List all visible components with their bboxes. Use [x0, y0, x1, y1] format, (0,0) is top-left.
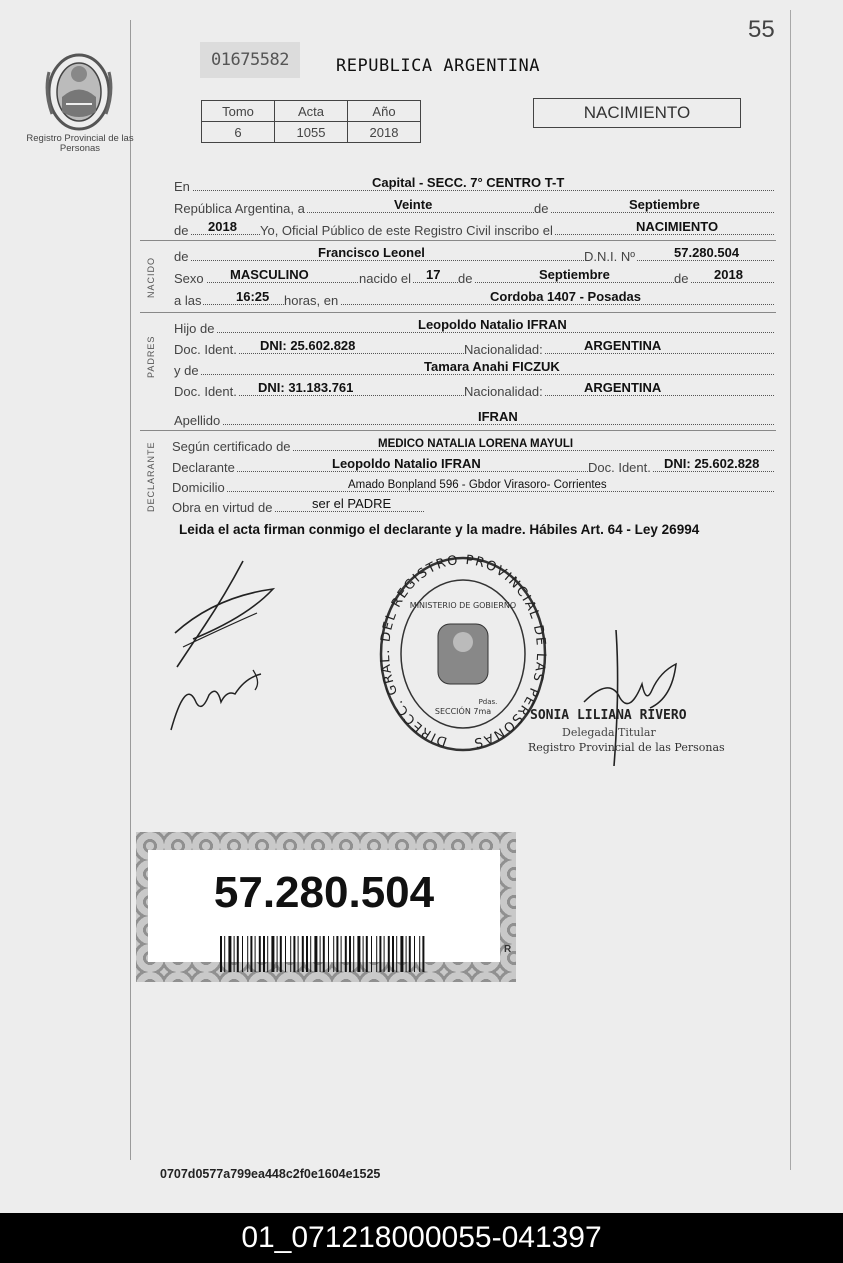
barcode-bar: [298, 936, 299, 972]
father-nationality: ARGENTINA: [584, 338, 662, 353]
horas-label: horas, en: [284, 293, 339, 308]
inscribo-value: NACIMIENTO: [636, 219, 719, 234]
left-margin-line: [130, 20, 131, 1160]
de-label-b: de: [174, 223, 189, 238]
declarante-signature: [165, 555, 280, 670]
domicilio-label: Domicilio: [172, 480, 225, 495]
barcode-bar: [392, 936, 394, 972]
barcode-bar: [357, 936, 360, 972]
barcode-bar: [363, 936, 364, 972]
row-declarante: [174, 457, 774, 475]
en-value: Capital - SECC. 7° CENTRO T-T: [372, 175, 565, 190]
barcode-bar: [314, 936, 317, 972]
row-obra: [174, 497, 774, 515]
obra-label: Obra en virtud de: [172, 500, 273, 515]
barcode-bar: [234, 936, 235, 972]
apellido-value: IFRAN: [478, 409, 518, 424]
row-cert: [174, 436, 774, 454]
declarante-label: Declarante: [172, 460, 235, 475]
official-registry: Registro Provincial de las Personas: [528, 741, 725, 754]
tomo-acta-anio-table: [201, 100, 421, 143]
seal-inner-text: MINISTERIO DE GOBIERNO: [409, 601, 517, 610]
row-domicilio: [174, 477, 774, 495]
mother-doc: DNI: 31.183.761: [258, 380, 354, 395]
father-name: Leopoldo Natalio IFRAN: [418, 317, 567, 332]
birth-year: 2018: [714, 267, 743, 282]
row-republica: [174, 198, 774, 216]
barcode-mark: R: [504, 944, 512, 955]
seal-city-text: Pdas.: [478, 698, 498, 706]
en-label: En: [174, 179, 190, 194]
barcode-bar: [422, 936, 424, 972]
barcode-bar: [333, 936, 334, 972]
de-label-a: de: [534, 201, 549, 216]
barcode-bar: [267, 936, 268, 972]
barcode-bar: [409, 936, 411, 972]
barcode-bar: [271, 936, 274, 972]
registry-label: Registro Provincial de las Personas: [26, 133, 134, 154]
apellido-label: Apellido: [174, 413, 221, 428]
declarante-name: Leopoldo Natalio IFRAN: [332, 456, 481, 471]
barcode-bar: [242, 936, 243, 972]
barcode-bars: [220, 936, 428, 972]
barcode-bar: [250, 936, 252, 972]
tomo-value: 6: [202, 122, 275, 143]
barcode-bar: [306, 936, 308, 972]
doc-label-b: Doc. Ident.: [174, 384, 237, 399]
oficial-label: Yo, Oficial Público de este Registro Civil inscribo el: [260, 223, 553, 238]
declarante-section-label: DECLARANTE: [146, 441, 156, 512]
serial-number: 01675582: [200, 42, 300, 78]
barcode-bar: [228, 936, 231, 972]
madre-signature: [165, 660, 270, 735]
row-hijo: [174, 318, 774, 336]
barcode-bar: [400, 936, 403, 972]
barcode-bar: [396, 936, 397, 972]
barcode-bar: [224, 936, 225, 972]
row-father-doc: [174, 339, 774, 357]
nacido-label: nacido el: [359, 271, 412, 286]
country-title: REPUBLICA ARGENTINA: [336, 56, 540, 76]
row-yde: [174, 360, 774, 378]
day-value: Veinte: [394, 197, 433, 212]
barcode-bar: [293, 936, 295, 972]
child-name: Francisco Leonel: [318, 245, 425, 260]
official-role: Delegada Titular: [562, 726, 656, 739]
barcode-bar: [406, 936, 407, 972]
barcode-bar: [280, 936, 282, 972]
barcode-bar: [247, 936, 248, 972]
row-en: [174, 176, 774, 194]
row-nacido-name: [174, 246, 774, 264]
seal-section-text: SECCIÓN 7ma: [434, 707, 492, 716]
yde-label: y de: [174, 363, 199, 378]
province-emblem: [44, 52, 114, 132]
tomo-header: Tomo: [202, 101, 275, 122]
barcode-bar: [345, 936, 347, 972]
padres-section-label: PADRES: [146, 335, 156, 378]
cert-value: MEDICO NATALIA LORENA MAYULI: [378, 438, 574, 450]
barcode-bar: [302, 936, 304, 972]
anio-header: Año: [348, 101, 421, 122]
domicilio-value: Amado Bonpland 596 - Gbdor Virasoro- Corrientes: [348, 479, 607, 491]
barcode-bar: [237, 936, 239, 972]
document-hash: 0707d0577a799ea448c2f0e1604e1525: [160, 1167, 381, 1181]
nacido-section-label: NACIDO: [146, 256, 156, 298]
barcode-bar: [388, 936, 390, 972]
barcode-bar: [328, 936, 329, 972]
official-seal: [378, 554, 548, 754]
barcode-bar: [310, 936, 311, 972]
barcode-bar: [263, 936, 265, 972]
barcode-bar: [255, 936, 256, 972]
barcode-bar: [384, 936, 385, 972]
de-label-d: de: [458, 271, 473, 286]
mother-nationality: ARGENTINA: [584, 380, 662, 395]
barcode-bar: [277, 936, 278, 972]
row-oficial: [174, 220, 774, 238]
nac-label-b: Nacionalidad:: [464, 384, 543, 399]
footer-file-id: 01_071218000055-041397: [0, 1213, 843, 1263]
barcode-bar: [220, 936, 222, 972]
barcode-bar: [366, 936, 368, 972]
barcode-bar: [259, 936, 261, 972]
declarante-doc: DNI: 25.602.828: [664, 456, 760, 471]
mother-name: Tamara Anahi FICZUK: [424, 359, 560, 374]
nacido-divider: [140, 240, 776, 241]
child-dni: 57.280.504: [674, 245, 740, 260]
declarante-divider: [140, 430, 776, 431]
anio-value: 2018: [348, 122, 421, 143]
sexo-label: Sexo: [174, 271, 204, 286]
birth-place: Cordoba 1407 - Posadas: [490, 289, 641, 304]
barcode-bar: [290, 936, 291, 972]
barcode-bar: [336, 936, 338, 972]
padres-divider: [140, 312, 776, 313]
barcode-bar: [320, 936, 321, 972]
hijo-label: Hijo de: [174, 321, 215, 336]
obra-value: ser el PADRE: [312, 496, 392, 511]
barcode-bar: [414, 936, 415, 972]
nac-label-a: Nacionalidad:: [464, 342, 543, 357]
republica-label: República Argentina, a: [174, 201, 305, 216]
row-apellido: [174, 410, 774, 428]
cert-label: Según certificado de: [172, 439, 291, 454]
row-sexo: [174, 268, 774, 286]
barcode-bar: [323, 936, 325, 972]
de-label-e: de: [674, 271, 689, 286]
barcode-number: 57.280.504: [213, 868, 435, 917]
dni-barcode-sticker: [136, 832, 516, 982]
birth-day: 17: [426, 267, 441, 282]
closing-statement: Leida el acta firman conmigo el declarante y la madre. Hábiles Art. 64 - Ley 26994: [179, 522, 700, 537]
barcode-bar: [349, 936, 351, 972]
dni-label: D.N.I. Nº: [584, 249, 635, 264]
barcode-inner: [148, 850, 500, 962]
act-type-box: NACIMIENTO: [533, 98, 741, 128]
official-name: SONIA LILIANA RIVERO: [530, 708, 687, 723]
acta-value: 1055: [275, 122, 348, 143]
barcode-bar: [379, 936, 381, 972]
barcode-bar: [376, 936, 377, 972]
birth-time: 16:25: [236, 289, 270, 304]
de-label-c: de: [174, 249, 189, 264]
right-margin-line: [790, 10, 791, 1170]
acta-header: Acta: [275, 101, 348, 122]
page-number: 55: [748, 16, 775, 43]
row-hora: [174, 290, 774, 308]
doc-label-c: Doc. Ident.: [588, 460, 651, 475]
seal-outer-text: DIRECC. GRAL. DEL REGISTRO PROVINCIAL DE LAS PERSONAS: [378, 554, 548, 751]
doc-label-a: Doc. Ident.: [174, 342, 237, 357]
year-value: 2018: [208, 219, 237, 234]
barcode-bar: [285, 936, 286, 972]
sexo-value: MASCULINO: [230, 267, 309, 282]
barcode-bar: [371, 936, 372, 972]
barcode-bar: [341, 936, 342, 972]
father-doc: DNI: 25.602.828: [260, 338, 356, 353]
birth-month: Septiembre: [539, 267, 610, 282]
barcode-bar: [419, 936, 420, 972]
month-value: Septiembre: [629, 197, 700, 212]
alas-label: a las: [174, 293, 202, 308]
row-mother-doc: [174, 381, 774, 399]
barcode-bar: [353, 936, 354, 972]
